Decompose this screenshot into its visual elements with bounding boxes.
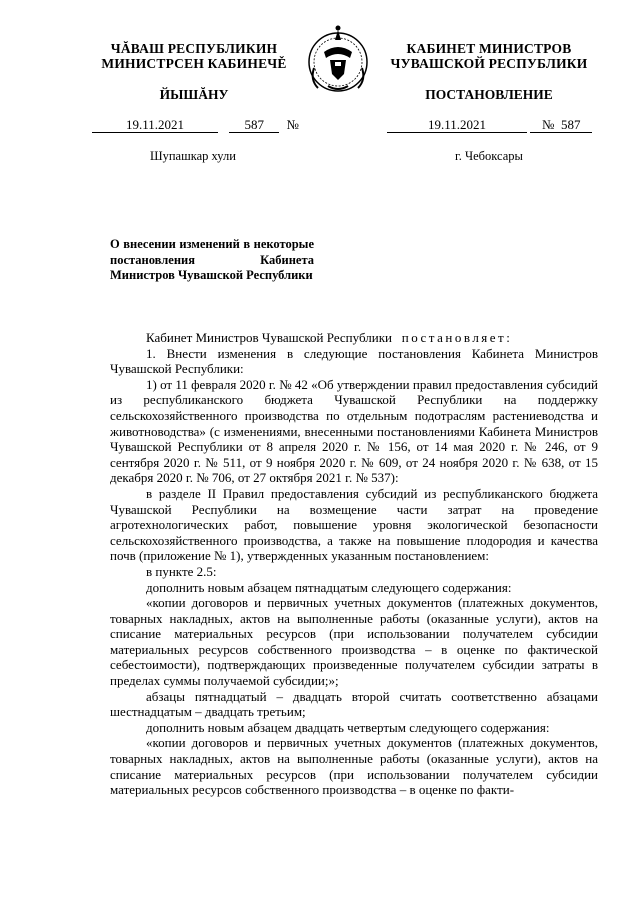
body-paragraph-9: «копии договоров и первичных учетных документов (платежных документов, товарных накладных, актов на выполненные работы (оказанные услуги), актов на списание материальных ресурсов (при использовании получателем субсидии материальных ресурсов собственного производства – в оценке по факти-	[110, 735, 598, 798]
body-paragraph-2: 1) от 11 февраля 2020 г. № 42 «Об утверждении правил предоставления субсидий из республиканского бюджета Чувашской Республики на поддержку сельскохозяйственного производства по отдельным подотраслям растениеводства и животноводства» (с изменениями, внесенными постановлениями Кабинета Министров Чувашской Республики от 8 апреля 2020 г. № 156, от 14 мая 2020 г. № 246, от 9 сентября 2020 г. № 511, от 9 ноября 2020 г. № 609, от 24 ноября 2020 г. № 638, от 15 декабря 2020 г. № 706, от 27 октября 2021 г. № 537):	[110, 376, 598, 486]
left-number-sign: №	[286, 117, 299, 132]
header-right-line2: ЧУВАШСКОЙ РЕСПУБЛИКИ	[390, 56, 588, 71]
intro-prefix: Кабинет Министров Чувашской Республики	[146, 330, 392, 345]
right-date-number-row	[387, 117, 592, 133]
left-doc-type: ЙЫШĂНУ	[159, 87, 229, 102]
coat-of-arms-emblem	[304, 22, 372, 98]
right-number-field	[530, 118, 592, 133]
body-paragraph-5: дополнить новым абзацем пятнадцатым следующего содержания:	[146, 579, 512, 595]
body-paragraph-1: 1. Внести изменения в следующие постановления Кабинета Министров Чувашской Республики:	[110, 345, 598, 377]
right-place: г. Чебоксары	[455, 149, 523, 163]
document-body	[110, 330, 598, 798]
header-right-line1: КАБИНЕТ МИНИСТРОВ	[406, 41, 572, 56]
body-intro	[110, 330, 598, 346]
right-number: 587	[560, 117, 581, 132]
document-title: О внесении изменений в некоторые постановления Кабинета Министров Чувашской Республики	[110, 237, 314, 282]
body-paragraph-8: дополнить новым абзацем двадцать четвертым следующего содержания:	[146, 719, 550, 735]
intro-verb: постановляет:	[401, 330, 513, 345]
right-date: 19.11.2021	[387, 118, 527, 133]
header-left	[88, 41, 300, 71]
body-paragraph-7: абзацы пятнадцатый – двадцать второй считать соответственно абзацами шестнадцатым – двадцать третьим;	[110, 688, 598, 720]
header-right	[384, 41, 594, 71]
left-date: 19.11.2021	[92, 118, 218, 133]
body-paragraph-4: в пункте 2.5:	[146, 563, 217, 579]
left-number: 587	[229, 118, 279, 133]
left-place: Шупашкар хули	[150, 149, 236, 163]
header-left-line2: МИНИСТРСЕН КАБИНЕЧĚ	[101, 56, 287, 71]
left-date-number-row	[92, 117, 299, 133]
right-number-sign: №	[542, 117, 555, 132]
right-doc-type: ПОСТАНОВЛЕНИЕ	[425, 87, 553, 102]
header-left-line1: ЧĂВАШ РЕСПУБЛИКИН	[110, 41, 278, 56]
body-paragraph-6: «копии договоров и первичных учетных документов (платежных документов, товарных накладных, актов на выполненные работы (оказанные услуги), актов на списание материальных ресурсов (при использовании получателем субсидии материальных ресурсов собственного производства – в оценке по фактической себестоимости), подтверждающих произведенные получателем субсидии затраты в пределах суммы получаемой субсидии;»;	[110, 595, 598, 689]
body-paragraph-3: в разделе II Правил предоставления субсидий из республиканского бюджета Чувашской Республики на возмещение части затрат на проведение агротехнологических работ, повышение уровня экологической безопасности сельскохозяйственного производства, а также на повышение плодородия и качества почв (приложение № 1), утвержденных указанным постановлением:	[110, 485, 598, 564]
